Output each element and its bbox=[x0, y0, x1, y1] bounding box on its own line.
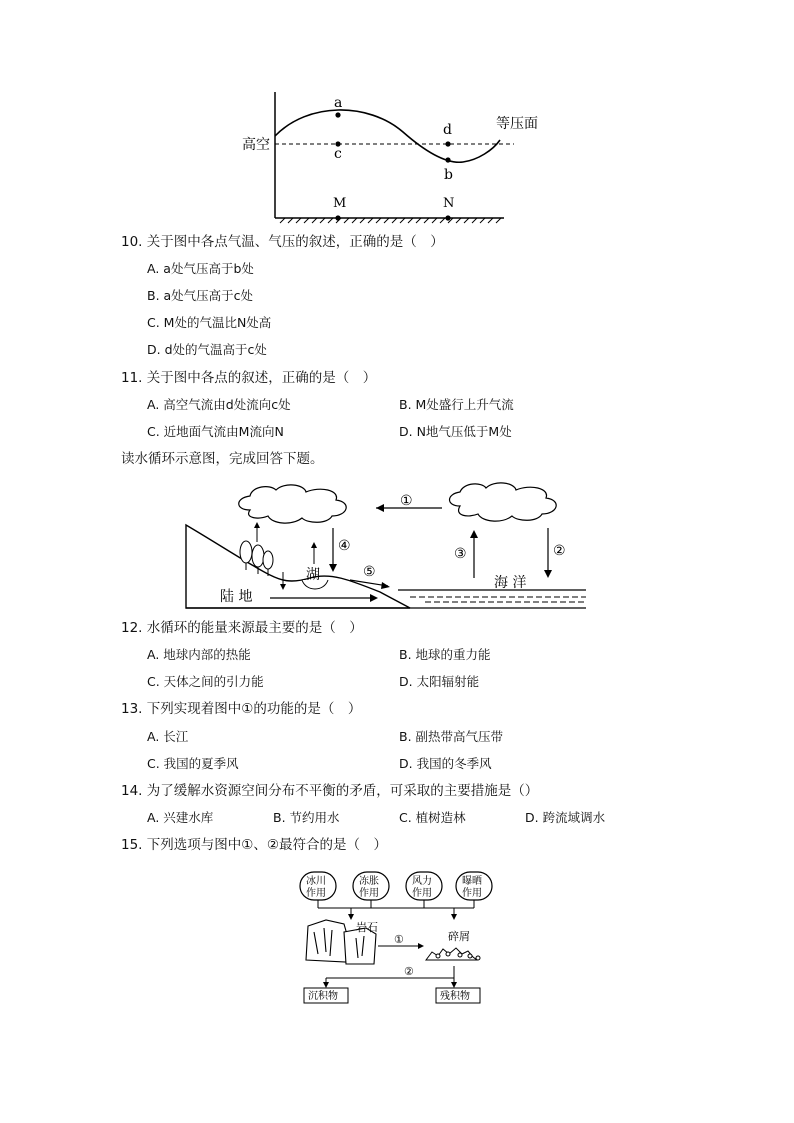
label-residual: 残积物 bbox=[440, 991, 470, 1002]
box-glacier-l2: 作用 bbox=[306, 888, 326, 899]
box-sun-l2: 作用 bbox=[462, 888, 482, 899]
connector-lines bbox=[318, 900, 474, 918]
label-3: ③ bbox=[454, 546, 467, 562]
q13-stem: 13. 下列实现着图中①的功能的是（ ） bbox=[121, 701, 362, 717]
q10-option-a[interactable]: A. a处气压高于b处 bbox=[147, 261, 254, 276]
point-M bbox=[335, 215, 340, 220]
water-cycle-diagram bbox=[180, 480, 590, 615]
box-frost-l1: 冻胀 bbox=[359, 876, 379, 887]
q10-stem: 10. 关于图中各点气温、气压的叙述，正确的是（ ） bbox=[121, 234, 444, 250]
q10-option-c[interactable]: C. M处的气温比N处高 bbox=[147, 315, 272, 330]
label-d: d bbox=[443, 122, 452, 138]
q12-stem: 12. 水循环的能量来源最主要的是（ ） bbox=[121, 620, 363, 636]
box-wind-l1: 风力 bbox=[412, 876, 432, 887]
label-high-altitude: 高空 bbox=[242, 137, 270, 153]
label-1: ① bbox=[394, 933, 404, 946]
q11-stem: 11. 关于图中各点的叙述，正确的是（ ） bbox=[121, 370, 377, 386]
q12-option-a[interactable]: A. 地球内部的热能 bbox=[147, 647, 251, 662]
label-4: ④ bbox=[338, 538, 351, 554]
label-lake: 湖 bbox=[306, 567, 320, 583]
point-a bbox=[335, 112, 340, 117]
q12-option-b[interactable]: B. 地球的重力能 bbox=[399, 647, 491, 662]
label-1: ① bbox=[400, 493, 413, 509]
box-sun-l1: 曝晒 bbox=[462, 876, 482, 887]
q14-stem: 14. 为了缓解水资源空间分布不平衡的矛盾，可采取的主要措施是（） bbox=[121, 783, 539, 799]
label-2: ② bbox=[404, 965, 414, 978]
label-rock: 岩石 bbox=[356, 921, 378, 934]
point-d bbox=[445, 141, 450, 146]
box-glacier-l1: 冰川 bbox=[306, 876, 326, 887]
q13-option-b[interactable]: B. 副热带高气压带 bbox=[399, 729, 504, 744]
label-land: 陆 地 bbox=[220, 589, 253, 605]
q10-option-d[interactable]: D. d处的气温高于c处 bbox=[147, 342, 267, 357]
label-debris: 碎屑 bbox=[448, 930, 470, 943]
weathering-diagram bbox=[296, 868, 510, 1006]
label-N: N bbox=[443, 196, 455, 211]
q11-option-b[interactable]: B. M处盛行上升气流 bbox=[399, 397, 514, 412]
q14-option-c[interactable]: C. 植树造林 bbox=[399, 810, 466, 825]
label-5: ⑤ bbox=[363, 564, 376, 580]
reading-intro: 读水循环示意图，完成回答下题。 bbox=[121, 451, 324, 467]
label-a: a bbox=[334, 95, 343, 111]
q15-stem: 15. 下列选项与图中①、②最符合的是（ ） bbox=[121, 837, 387, 853]
q10-option-b[interactable]: B. a处气压高于c处 bbox=[147, 288, 254, 303]
q11-option-d[interactable]: D. N地气压低于M处 bbox=[399, 424, 512, 439]
isobar-diagram bbox=[238, 92, 548, 227]
label-sediment: 沉积物 bbox=[308, 991, 338, 1002]
point-N bbox=[445, 215, 450, 220]
label-ocean: 海 洋 bbox=[494, 575, 527, 591]
q13-option-a[interactable]: A. 长江 bbox=[147, 729, 189, 744]
q14-option-b[interactable]: B. 节约用水 bbox=[273, 810, 340, 825]
label-2: ② bbox=[553, 543, 566, 559]
debris-illustration bbox=[426, 948, 480, 960]
q11-option-a[interactable]: A. 高空气流由d处流向c处 bbox=[147, 397, 291, 412]
label-b: b bbox=[444, 167, 453, 183]
box-wind-l2: 作用 bbox=[412, 888, 432, 899]
box-frost-l2: 作用 bbox=[359, 888, 379, 899]
label-isobaric-surface: 等压面 bbox=[496, 116, 538, 132]
label-c: c bbox=[334, 146, 342, 162]
q14-option-d[interactable]: D. 跨流域调水 bbox=[525, 810, 606, 825]
label-M: M bbox=[333, 196, 347, 211]
q12-option-c[interactable]: C. 天体之间的引力能 bbox=[147, 674, 264, 689]
q12-option-d[interactable]: D. 太阳辐射能 bbox=[399, 674, 480, 689]
q14-option-a[interactable]: A. 兴建水库 bbox=[147, 810, 214, 825]
q11-option-c[interactable]: C. 近地面气流由M流向N bbox=[147, 424, 284, 439]
q13-option-c[interactable]: C. 我国的夏季风 bbox=[147, 756, 239, 771]
cloud-land bbox=[239, 485, 346, 523]
isobar-curve bbox=[275, 110, 500, 162]
point-b bbox=[445, 157, 450, 162]
cloud-ocean bbox=[450, 483, 557, 521]
q13-option-d[interactable]: D. 我国的冬季风 bbox=[399, 756, 492, 771]
